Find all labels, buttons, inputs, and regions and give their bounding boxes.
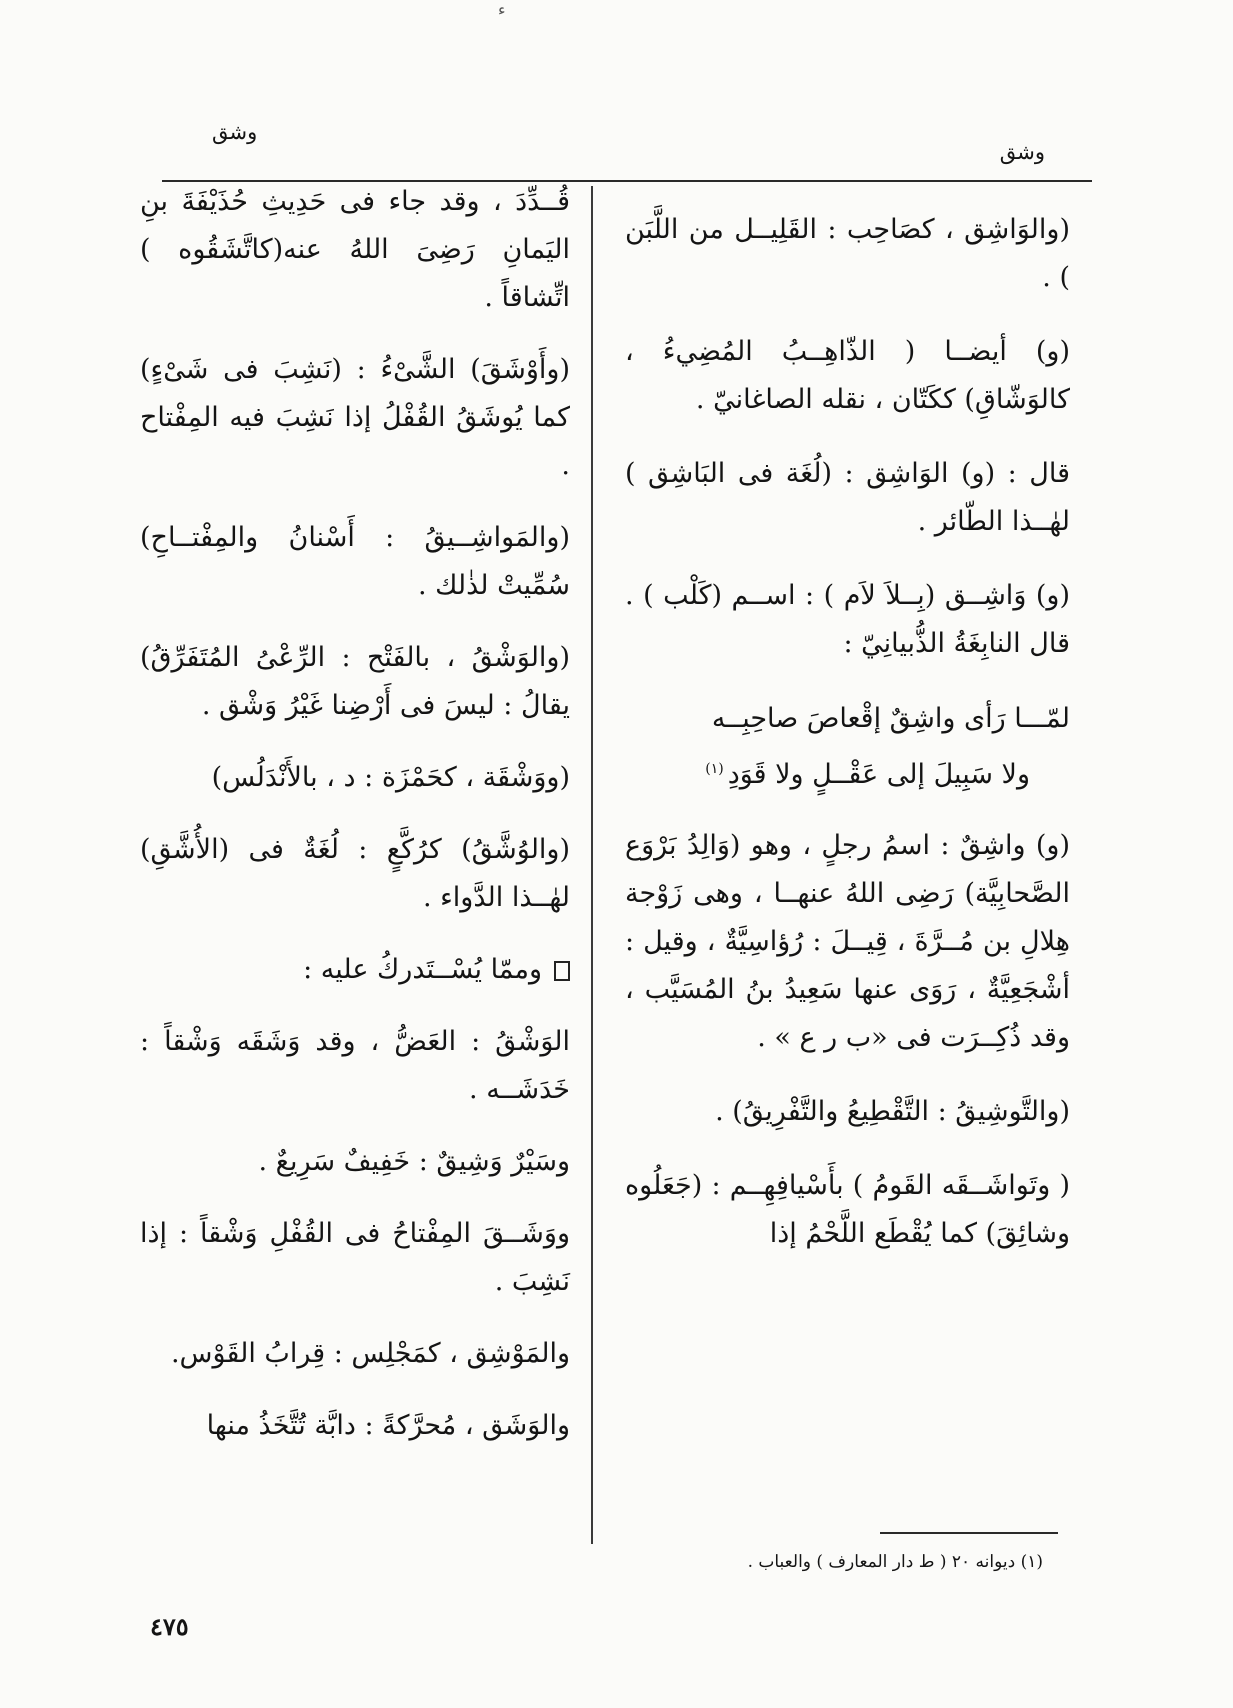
entry-paragraph: (والوَاشِق ، كصَاحِب : القَلِيــل من اللَّبَن ) . <box>625 214 1070 293</box>
poem-verse <box>625 694 1070 800</box>
column-divider <box>591 186 593 1544</box>
footnote: (١) ديوانه ٢٠ ( ط دار المعارف ) والعباب . <box>747 1552 1043 1572</box>
addendum-heading-text: وممّا يُسْــتَدركُ عليه : <box>303 954 542 985</box>
square-marker-icon <box>554 961 570 981</box>
top-mark: ء <box>498 0 506 19</box>
entry-paragraph: (والوُشَّقُ) كرُكَّعٍ : لُغَةٌ فى (الأُشَّقِ) لهٰــذا الدَّواء . <box>140 834 570 913</box>
entry-paragraph: (و) واشِقٌ : اسمُ رجلٍ ، وهو (وَالِدُ بَرْوَع الصَّحابِيَّة) رَضِى اللهُ عنهــا ، وهى زَوْجة هِلالِ بن مُــرَّةَ ، قِيــلَ : رُؤاسِيَّةٌ ، وقيل : أشْجَعِيَّةٌ ، رَوَى عنها سَعِيدُ بنُ المُسَيَّب ، وقد ذُكِــرَت فى «ب ر ع » . <box>625 830 1070 1053</box>
addendum-heading <box>140 946 570 994</box>
entry-paragraph: قال : (و) الوَاشِق : (لُغَة فى البَاشِق ) لهٰــذا الطّائر . <box>625 458 1070 537</box>
entry-paragraph: ( وتَواشَــقَه القَومُ ) بأَسْيافِهِــم : (جَعَلُوه وشائِقَ) كما يُقْطَع اللَّحْمُ إذا <box>625 1170 1070 1249</box>
entry-paragraph: الوَشْقُ : العَضُّ ، وقد وَشَقَه وَشْقاً : خَدَشَــه . <box>140 1026 570 1105</box>
left-column <box>140 178 570 1474</box>
entry-paragraph: (وأَوْشَقَ) الشَّىْءُ : (نَشِبَ فى شَىْءٍ) كما يُوشَقُ القُفْلُ إذا نَشِبَ فيه المِفْتاح . <box>140 354 570 481</box>
entry-paragraph: والوَشَق ، مُحرَّكةً : دابَّة تُتَّخَذُ منها <box>206 1410 570 1441</box>
header-right: وشق <box>999 140 1045 164</box>
entry-paragraph: وسَيْرٌ وَشِيقٌ : خَفِيفٌ سَرِيعٌ . <box>258 1146 570 1177</box>
footnote-marker: (١) <box>705 761 724 777</box>
footnote-rule <box>880 1532 1058 1534</box>
entry-paragraph: والمَوْشِق ، كمَجْلِس : قِرابُ القَوْس. <box>170 1338 570 1369</box>
entry-paragraph: (و) وَاشِــق (بِــلاَ لاَم ) : اســم (كَلْب ) . قال النابِغَةُ الذُّبيانِيّ : <box>625 580 1070 659</box>
verse-line-second <box>625 744 1070 800</box>
page-number: ٤٧٥ <box>150 1612 189 1641</box>
entry-paragraph: قُــدِّدَ ، وقد جاء فى حَدِيثِ حُذَيْفَةَ بنِ اليَمانِ رَضِىَ اللهُ عنه(كاتَّشَقُوه ) اتِّشاقاً . <box>140 186 570 313</box>
verse-line-text: ولا سَبِيلَ إلى عَقْــلٍ ولا قَوَدِ <box>727 759 1030 790</box>
entry-paragraph: (ووَشْقَة ، كحَمْزَة : د ، بالأَنْدَلُس) <box>211 762 570 793</box>
right-column <box>625 206 1070 1284</box>
entry-paragraph: (والمَواشِــيقُ : أَسْنانُ والمِفْتــاحِ) سُمِّيتْ لذٰلك . <box>140 522 570 601</box>
header-left: وشق <box>212 120 258 144</box>
entry-paragraph: (والتَّوشِيقُ : التَّقْطِيعُ والتَّفْرِيقُ) . <box>715 1096 1070 1127</box>
entry-paragraph: ووَشَــقَ المِفْتاحُ فى القُفْلِ وَشْقاً : إذا نَشِبَ . <box>140 1218 570 1297</box>
verse-line-first: لمّـــا رَأى واشِقٌ إقْعاصَ صاحِبِــه <box>711 703 1070 734</box>
entry-paragraph: (و) أيضــا ( الذّاهِــبُ المُضِيءُ ، كالوَشّاقِ) ككَتّان ، نقله الصاغانيّ . <box>625 336 1070 415</box>
entry-paragraph: (والوَشْقُ ، بالفَتْح : الرِّعْىُ المُتَفَرِّقُ) يقالُ : ليسَ فى أَرْضِنا غَيْرُ وَشْق . <box>140 642 570 721</box>
